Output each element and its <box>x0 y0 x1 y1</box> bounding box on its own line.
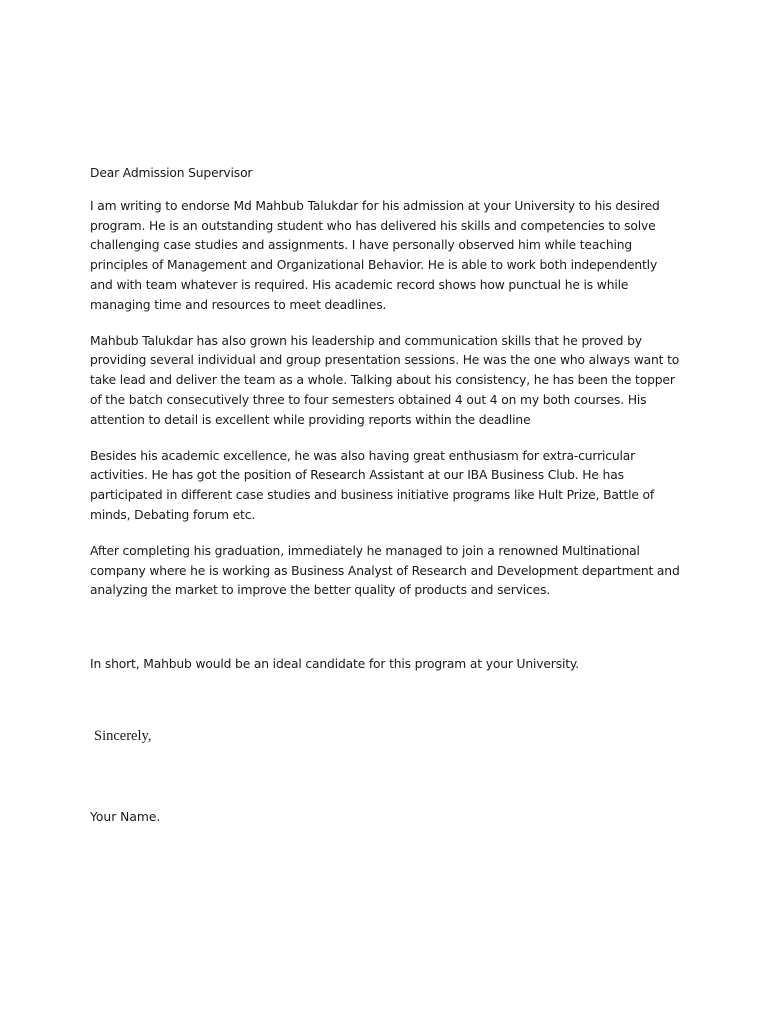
sign-off: Sincerely, <box>94 728 152 744</box>
signature-name: Your Name. <box>90 810 161 824</box>
closing-line: In short, Mahbub would be an ideal candidate for this program at your University. <box>90 657 580 671</box>
salutation: Dear Admission Supervisor <box>90 166 253 180</box>
paragraph-endorsement: I am writing to endorse Md Mahbub Talukdar for his admission at your University to his desired program. He is an outstanding student who has delivered his skills and competencies to solve challenging case studies and assignments. I have personally observed him while teaching principles of Management and Organizational Behavior. He is able to work both independently and with team whatever is required. His academic record shows how punctual he is while managing time and resources to meet deadlines. <box>90 198 660 312</box>
paragraph-career: After completing his graduation, immediately he managed to join a renowned Multinational company where he is working as Business Analyst of Research and Development department and analyzing the market to improve the better quality of products and services. <box>90 543 680 598</box>
paragraph-leadership: Mahbub Talukdar has also grown his leadership and communication skills that he proved by providing several individual and group presentation sessions. He was the one who always want to take lead and deliver the team as a whole. Talking about his consistency, he has been the topper of the batch consecutively three to four semesters obtained 4 out 4 on my both courses. His attention to detail is excellent while providing reports within the deadline <box>90 333 680 427</box>
letter-body <box>90 164 680 617</box>
paragraph-extracurricular: Besides his academic excellence, he was also having great enthusiasm for extra-curricular activities. He has got the position of Research Assistant at our IBA Business Club. He has participated in different case studies and business initiative programs like Hult Prize, Battle of minds, Debating forum etc. <box>90 448 655 522</box>
